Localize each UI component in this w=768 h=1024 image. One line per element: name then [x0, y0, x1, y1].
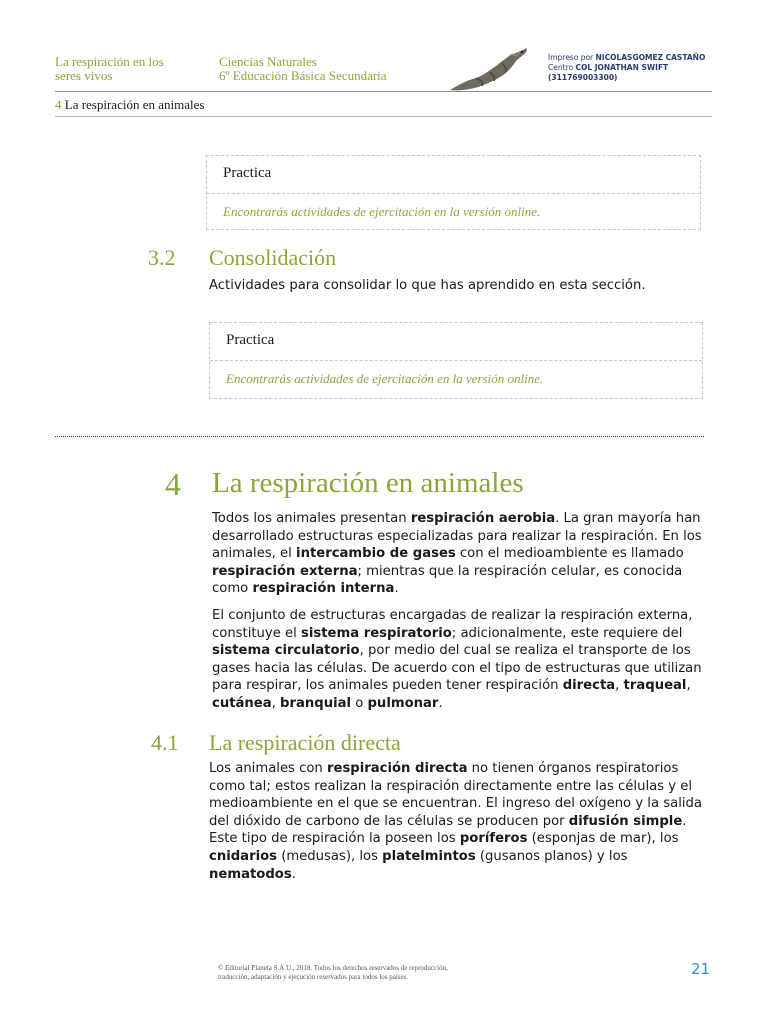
header-subject-line2: 6º Educación Básica Secundaria	[219, 68, 387, 83]
text-run: Todos los animales presentan	[212, 511, 411, 526]
text-run: , por medio del cual se realiza el transporte de los gases hacia las células. De acuerdo con el tipo de estructuras que utilizan para respirar, los animales pueden tener respiración	[212, 643, 702, 694]
text-run: ; adicionalmente, este requiere del	[451, 625, 683, 641]
practica-box-1	[206, 155, 701, 230]
text-run: ,	[615, 678, 624, 694]
text-run: ,	[271, 695, 281, 711]
term-respiracion-externa: respiración externa	[212, 563, 358, 579]
header-unit-line1: La respiración en los	[55, 54, 164, 69]
copyright-line-1: © Editorial Planeta S.A.U., 2018. Todos los derechos reservados de reproducción,	[218, 964, 448, 972]
section-title-respiracion-directa: La respiración directa	[209, 730, 401, 755]
crocodile-image	[446, 44, 536, 92]
section-4-1-body	[209, 760, 705, 883]
term-traqueal: traqueal	[623, 678, 687, 694]
section-4-paragraph-2	[212, 607, 706, 713]
breadcrumb-number: 4	[55, 97, 62, 112]
term-pulmonar: pulmonar	[367, 695, 439, 711]
section-title-respiracion-animales: La respiración en animales	[212, 467, 524, 499]
term-difusion-simple: difusión simple	[568, 813, 683, 829]
term-nematodos: nematodos	[209, 866, 292, 882]
section-3-2-text: Actividades para consolidar lo que has aprendido en esta sección.	[209, 278, 646, 293]
text-run: (medusas), los	[277, 848, 383, 864]
center-line	[548, 63, 705, 73]
practica-link-1[interactable]: Encontrarás actividades de ejercitación en la versión online.	[223, 204, 541, 219]
header-unit-title	[55, 55, 164, 83]
text-run: . Este tipo de respiración la poseen los	[209, 813, 687, 847]
text-run: El conjunto de estructuras encargadas de realizar la respiración externa, constituye el	[212, 607, 693, 641]
term-branquial: branquial	[280, 695, 352, 711]
section-divider	[55, 436, 704, 437]
text-run: ; mientras que la respiración celular, es conocida como	[212, 563, 683, 597]
breadcrumb	[55, 97, 204, 113]
page-number: 21	[691, 960, 711, 978]
text-run: con el medioambiente es llamado	[455, 546, 684, 562]
copyright-footer	[218, 964, 448, 982]
practica-link-2[interactable]: Encontrarás actividades de ejercitación en la versión online.	[226, 371, 544, 386]
text-run: .	[291, 866, 296, 882]
term-platelmintos: platelmintos	[382, 848, 476, 864]
print-label: Impreso por	[548, 53, 594, 62]
text-run: .	[394, 581, 399, 597]
section-title-consolidacion: Consolidación	[209, 245, 337, 270]
print-info	[548, 53, 705, 83]
copyright-line-2: traducción, adaptación y ejecución reservados para todos los países.	[218, 973, 409, 981]
text-run: . La gran mayoría han desarrollado estructuras especializadas para realizar la respiración. En los animales, el	[212, 511, 702, 562]
term-cnidarios: cnidarios	[209, 848, 277, 864]
term-sistema-respiratorio: sistema respiratorio	[301, 625, 452, 641]
text-run: o	[351, 695, 368, 711]
header-unit-line2: seres vivos	[55, 68, 113, 83]
header-subject	[219, 55, 387, 83]
breadcrumb-rule	[55, 116, 712, 117]
term-sistema-circulatorio: sistema circulatorio	[212, 643, 360, 659]
print-line	[548, 53, 705, 63]
term-respiracion-directa: respiración directa	[327, 761, 468, 776]
text-run: .	[438, 695, 443, 711]
header-subject-line1: Ciencias Naturales	[219, 54, 317, 69]
text-run: (esponjas de mar), los	[527, 831, 679, 847]
section-number-4: 4	[165, 466, 181, 502]
practica-box-2	[209, 322, 703, 399]
text-run: ,	[686, 678, 691, 694]
print-name: NICOLASGOMEZ CASTAÑO	[595, 53, 706, 62]
practica-title-2: Practica	[210, 323, 702, 361]
practica-title-1: Practica	[207, 156, 700, 194]
term-directa: directa	[562, 678, 616, 694]
center-phone: (311769003300)	[548, 73, 618, 82]
term-respiracion-interna: respiración interna	[252, 581, 395, 597]
breadcrumb-text: La respiración en animales	[64, 97, 205, 112]
term-poriferos: poríferos	[459, 831, 528, 847]
center-label: Centro	[548, 63, 574, 72]
text-run: no tienen órganos respiratorios como tal; estos realizan la respiración directamente entre las células y el medioambiente en el que se encuentran. El ingreso del oxígeno y la salida del dióxido de carbono de las células se producen por	[209, 761, 702, 829]
section-4-paragraph-1	[212, 510, 706, 598]
header-rule	[55, 91, 712, 92]
term-respiracion-aerobia: respiración aerobia	[410, 511, 556, 526]
section-4-body	[212, 510, 706, 713]
center-phone-line	[548, 73, 705, 83]
text-run: Los animales con	[209, 761, 327, 776]
center-name: COL JONATHAN SWIFT	[575, 63, 669, 72]
section-number-3-2: 3.2	[148, 245, 176, 270]
text-run: (gusanos planos) y los	[475, 848, 628, 864]
section-number-4-1: 4.1	[151, 730, 179, 755]
section-4-1-paragraph	[209, 760, 705, 883]
term-intercambio-gases: intercambio de gases	[296, 546, 456, 562]
term-cutanea: cutánea	[212, 695, 272, 711]
